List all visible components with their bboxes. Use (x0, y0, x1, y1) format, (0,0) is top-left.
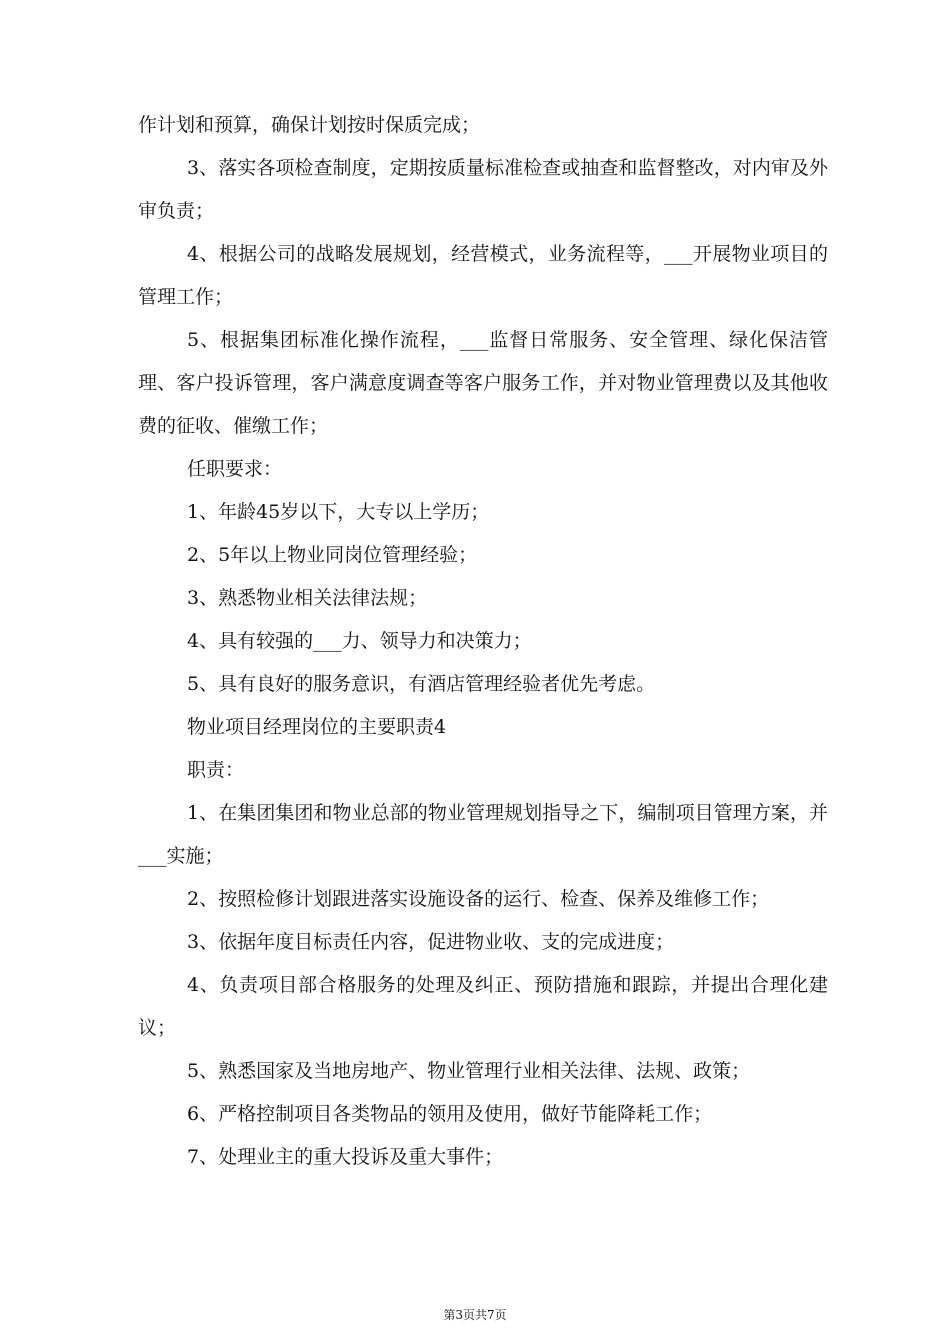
paragraph-18: 7、处理业主的重大投诉及重大事件； (187, 1146, 504, 1168)
paragraph-1: 3、落实各项检查制度，定期按质量标准检查或抽查和监督整改，对内审及外审负责； (138, 157, 828, 222)
paragraph-15: 4、负责项目部合格服务的处理及纠正、预防措施和跟踪，并提出合理化建议； (138, 974, 828, 1039)
page-footer: 第3页共7页 (443, 1308, 507, 1322)
paragraph-2: 4、根据公司的战略发展规划，经营模式，业务流程等，___开展物业项目的管理工作； (138, 243, 828, 308)
paragraph-0: 作计划和预算，确保计划按时保质完成； (138, 114, 481, 136)
paragraph-8: 4、具有较强的___力、领导力和决策力； (187, 630, 532, 652)
paragraph-12: 1、在集团集团和物业总部的物业管理规划指导之下，编制项目管理方案，并___实施； (138, 802, 828, 867)
paragraph-6: 2、5年以上物业同岗位管理经验； (187, 544, 478, 566)
paragraph-13: 2、按照检修计划跟进落实设施设备的运行、检查、保养及维修工作； (187, 888, 770, 910)
paragraph-7: 3、熟悉物业相关法律法规； (187, 587, 428, 609)
section-title-duties-4: 物业项目经理岗位的主要职责4 (187, 716, 447, 738)
paragraph-17: 6、严格控制项目各类物品的领用及使用，做好节能降耗工作； (187, 1103, 713, 1125)
paragraph-3: 5、根据集团标准化操作流程，___监督日常服务、安全管理、绿化保洁管理、客户投诉管理，客户满意度调查等客户服务工作，并对物业管理费以及其他收费的征收、催缴工作； (138, 329, 828, 437)
paragraph-14: 3、依据年度目标责任内容，促进物业收、支的完成进度； (187, 931, 675, 953)
paragraph-5: 1、年龄45岁以下，大专以上学历； (187, 501, 490, 523)
paragraph-16: 5、熟悉国家及当地房地产、物业管理行业相关法律、法规、政策； (187, 1060, 751, 1082)
document-body (138, 104, 828, 1179)
section-heading-requirements: 任职要求： (187, 458, 283, 480)
section-heading-duties: 职责： (187, 759, 245, 781)
paragraph-9: 5、具有良好的服务意识，有酒店管理经验者优先考虑。 (187, 673, 656, 695)
